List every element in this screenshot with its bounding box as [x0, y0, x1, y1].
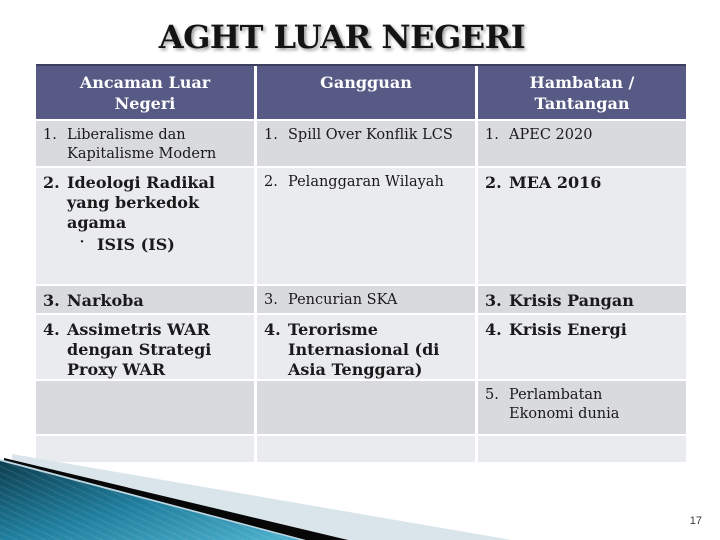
table-cell — [36, 315, 254, 379]
item-number: 4. — [43, 320, 60, 339]
item-text: Terorisme Internasional (di Asia Tenggara) — [288, 320, 440, 379]
page-number: 17 — [689, 515, 702, 527]
item-number: 2. — [485, 173, 502, 192]
table-cell — [36, 121, 254, 166]
table-cell — [257, 168, 475, 284]
item-text: Ideologi Radikal yang berkedok agama · ISIS (IS) — [67, 173, 250, 255]
item-number: 2. — [264, 174, 278, 190]
table-header-cell: Gangguan — [257, 66, 475, 119]
bullet-icon: · — [79, 235, 85, 250]
item-number: 1. — [43, 127, 57, 143]
table-cell — [478, 286, 686, 313]
item-number: 2. — [43, 173, 60, 192]
item-text: Krisis Energi — [509, 320, 627, 339]
corner-swoosh-decoration — [0, 452, 515, 540]
sub-bullet-text: ISIS (IS) — [97, 235, 175, 254]
table-cell — [36, 286, 254, 313]
table-cell — [257, 286, 475, 313]
item-text: Liberalisme dan Kapitalisme Modern — [67, 127, 217, 163]
sub-bullet-line — [67, 235, 250, 255]
item-text: Narkoba — [67, 291, 144, 310]
item-number: 3. — [264, 292, 278, 308]
item-text: Krisis Pangan — [509, 291, 634, 310]
table-cell — [478, 168, 686, 284]
item-text: Pelanggaran Wilayah — [288, 174, 444, 190]
item-text: Spill Over Konflik LCS — [288, 127, 453, 143]
item-number: 1. — [264, 127, 278, 143]
item-text: Perlambatan Ekonomi dunia — [509, 387, 620, 423]
table-cell — [478, 315, 686, 379]
item-text: APEC 2020 — [509, 127, 593, 143]
table-cell — [478, 121, 686, 166]
table-header-cell: Ancaman Luar Negeri — [36, 66, 254, 119]
table-cell — [36, 168, 254, 284]
page-title: AGHT LUAR NEGERI — [158, 18, 526, 56]
item-number: 5. — [485, 387, 499, 403]
table-cell — [257, 381, 475, 434]
item-number: 4. — [264, 320, 281, 339]
table-cell — [478, 381, 686, 434]
item-number: 3. — [43, 291, 60, 310]
table-cell — [36, 381, 254, 434]
table-header-cell: Hambatan / Tantangan — [478, 66, 686, 119]
table-cell — [257, 315, 475, 379]
aght-table — [36, 66, 686, 462]
item-number: 4. — [485, 320, 502, 339]
item-text: MEA 2016 — [509, 173, 602, 192]
item-number: 3. — [485, 291, 502, 310]
item-text: Assimetris WAR dengan Strategi Proxy WAR — [67, 320, 212, 379]
table-cell — [257, 121, 475, 166]
item-number: 1. — [485, 127, 499, 143]
item-text: Pencurian SKA — [288, 292, 398, 308]
